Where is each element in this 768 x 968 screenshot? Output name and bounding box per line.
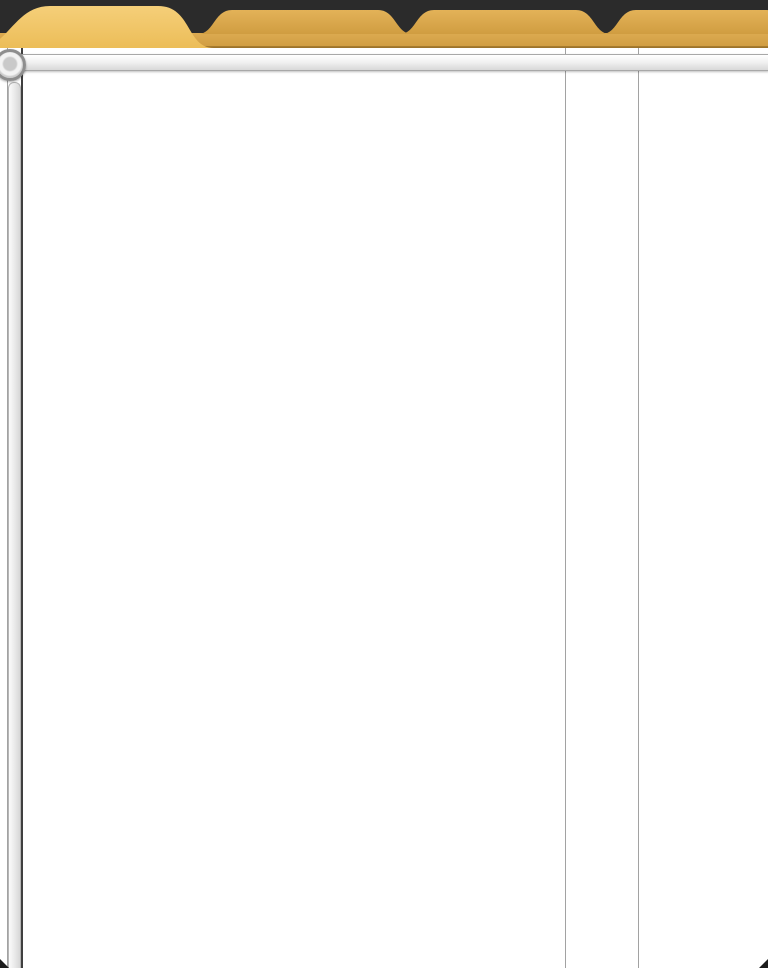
spreadsheet-area[interactable] — [0, 48, 768, 968]
bottom-right-corner — [759, 959, 768, 968]
tab-sheet3[interactable] — [424, 16, 584, 36]
sheet-tab-bar — [0, 0, 768, 48]
row-scroll-bar[interactable] — [8, 82, 21, 968]
tab-itinerary[interactable] — [25, 19, 185, 39]
tab-timeline[interactable] — [224, 16, 384, 36]
grid-vline-colB — [565, 48, 566, 968]
grid-vline-table-edge — [21, 48, 23, 968]
grid-vline-colC — [638, 48, 639, 968]
bottom-left-corner — [0, 959, 9, 968]
tab-sheet1[interactable] — [622, 16, 768, 36]
column-scroll-bar[interactable] — [3, 54, 768, 71]
